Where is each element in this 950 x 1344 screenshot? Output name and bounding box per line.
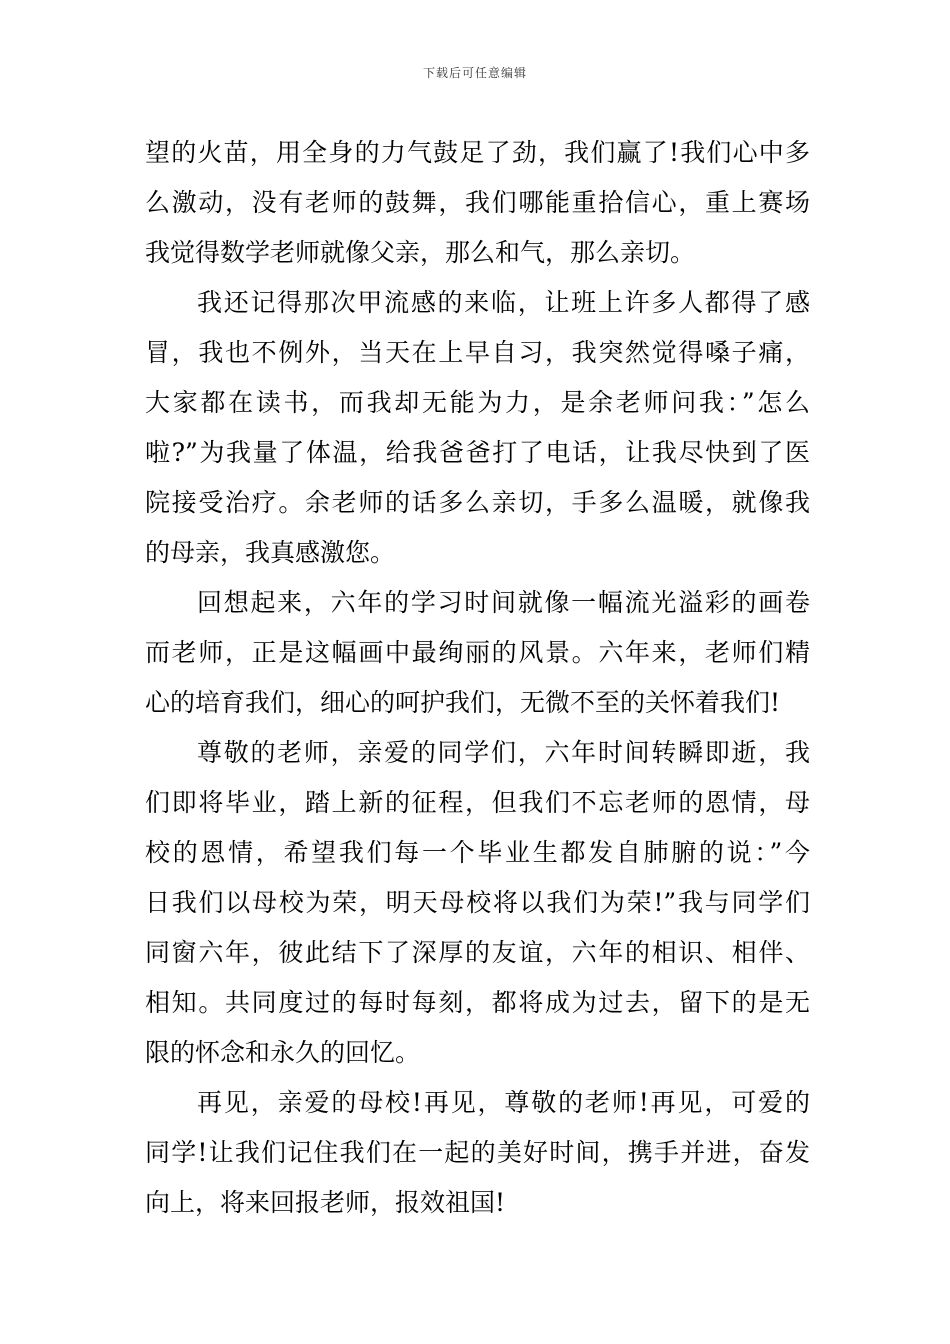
- text-line: 么激动，没有老师的鼓舞，我们哪能重拾信心，重上赛场: [145, 188, 810, 217]
- text-line: 大家都在读书，而我却无能为力，是余老师问我：”怎么: [145, 388, 810, 417]
- text-line: 而老师，正是这幅画中最绚丽的风景。六年来，老师们精: [145, 638, 810, 667]
- body-text: [145, 128, 810, 1228]
- header-note: 下载后可任意编辑: [422, 66, 527, 80]
- text-line: 我觉得数学老师就像父亲，那么和气，那么亲切。: [145, 238, 696, 267]
- text-line: 日我们以母校为荣，明天母校将以我们为荣!”我与同学们: [145, 888, 810, 917]
- text-line: 再见，亲爱的母校!再见，尊敬的老师!再见，可爱的: [197, 1088, 810, 1117]
- text-line: 冒，我也不例外，当天在上早自习，我突然觉得嗓子痛，: [145, 338, 810, 367]
- text-line: 校的恩情，希望我们每一个毕业生都发自肺腑的说：”今: [145, 838, 810, 867]
- text-line: 限的怀念和永久的回忆。: [145, 1038, 421, 1067]
- text-line: 尊敬的老师，亲爱的同学们，六年时间转瞬即逝，我: [197, 738, 810, 767]
- text-line: 的母亲，我真感激您。: [145, 538, 396, 567]
- text-line: 同窗六年，彼此结下了深厚的友谊，六年的相识、相伴、: [145, 938, 810, 967]
- text-line: 啦?”为我量了体温，给我爸爸打了电话，让我尽快到了医: [145, 438, 810, 467]
- text-line: 心的培育我们，细心的呵护我们，无微不至的关怀着我们!: [145, 688, 781, 717]
- text-line: 同学!让我们记住我们在一起的美好时间，携手并进，奋发: [145, 1138, 810, 1167]
- text-line: 们即将毕业，踏上新的征程，但我们不忘老师的恩情，母: [145, 788, 810, 817]
- text-line: 院接受治疗。余老师的话多么亲切，手多么温暖，就像我: [145, 488, 810, 517]
- text-line: 向上，将来回报老师，报效祖国!: [145, 1188, 506, 1217]
- text-line: 相知。共同度过的每时每刻，都将成为过去，留下的是无: [145, 988, 810, 1017]
- text-line: 望的火苗，用全身的力气鼓足了劲，我们赢了!我们心中多: [145, 138, 810, 167]
- text-line: 我还记得那次甲流感的来临，让班上许多人都得了感: [197, 288, 810, 317]
- text-line: 回想起来，六年的学习时间就像一幅流光溢彩的画卷: [197, 588, 810, 617]
